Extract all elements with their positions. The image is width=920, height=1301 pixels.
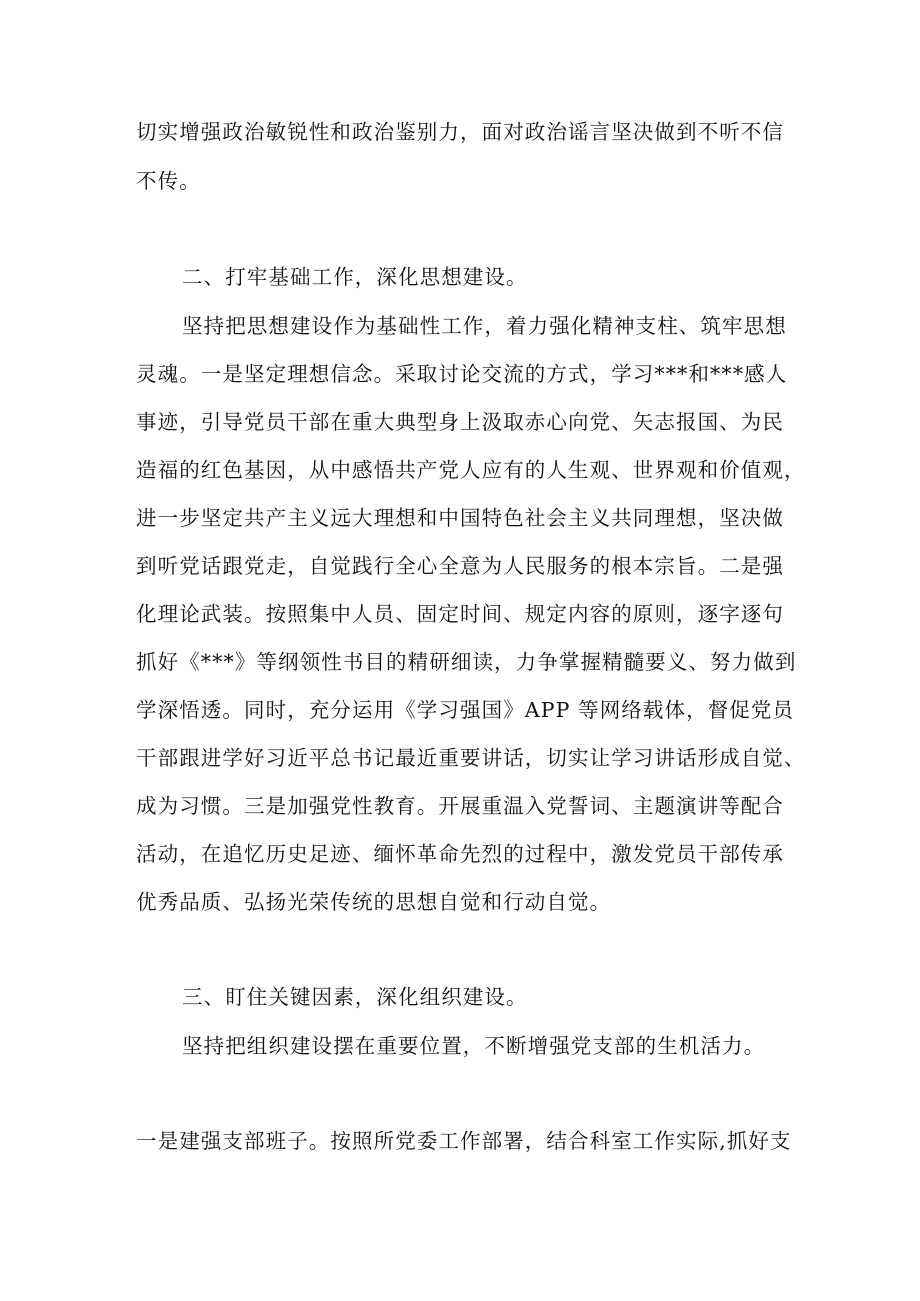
paragraph-line: 进一步坚定共产主义远大理想和中国特色社会主义共同理想，坚决做: [136, 506, 784, 530]
paragraph-line: 成为习惯。三是加强党性教育。开展重温入党誓词、主题演讲等配合: [136, 794, 784, 818]
paragraph-line: 事迹，引导党员干部在重大典型身上汲取赤心向党、矢志报国、为民: [136, 410, 784, 434]
section-heading-2: 二、打牢基础工作，深化思想建设。: [182, 265, 528, 289]
paragraph-line: 活动，在追忆历史足迹、缅怀革命先烈的过程中，激发党员干部传承: [136, 842, 784, 866]
paragraph-line: 干部跟进学好习近平总书记最近重要讲话，切实让学习讲话形成自觉、: [136, 746, 806, 770]
paragraph-line: 一是建强支部班子。按照所党委工作部署，结合科室工作实际,抓好支: [136, 1129, 792, 1153]
section-heading-3: 三、盯住关键因素，深化组织建设。: [182, 985, 528, 1009]
paragraph-line: 优秀品质、弘扬光荣传统的思想自觉和行动自觉。: [136, 890, 612, 914]
paragraph-line: 灵魂。一是坚定理想信念。采取讨论交流的方式，学习***和***感人: [136, 362, 788, 386]
paragraph-line: 化理论武装。按照集中人员、固定时间、规定内容的原则，逐字逐句: [136, 602, 784, 626]
paragraph-line: 造福的红色基因，从中感悟共产党人应有的人生观、世界观和价值观，: [136, 458, 806, 482]
paragraph-line: 不传。: [136, 169, 201, 193]
paragraph-line: 抓好《***》等纲领性书目的精研细读，力争掌握精髓要义、努力做到: [136, 650, 797, 674]
paragraph-line: 学深悟透。同时，充分运用《学习强国》APP 等网络载体，督促党员: [136, 698, 795, 722]
paragraph-line: 切实增强政治敏锐性和政治鉴别力，面对政治谣言坚决做到不听不信: [136, 120, 784, 144]
paragraph-line: 到听党话跟党走，自觉践行全心全意为人民服务的根本宗旨。二是强: [136, 554, 784, 578]
paragraph-line: 坚持把组织建设摆在重要位置，不断增强党支部的生机活力。: [182, 1034, 766, 1058]
paragraph-line: 坚持把思想建设作为基础性工作，着力强化精神支柱、筑牢思想: [182, 314, 787, 338]
